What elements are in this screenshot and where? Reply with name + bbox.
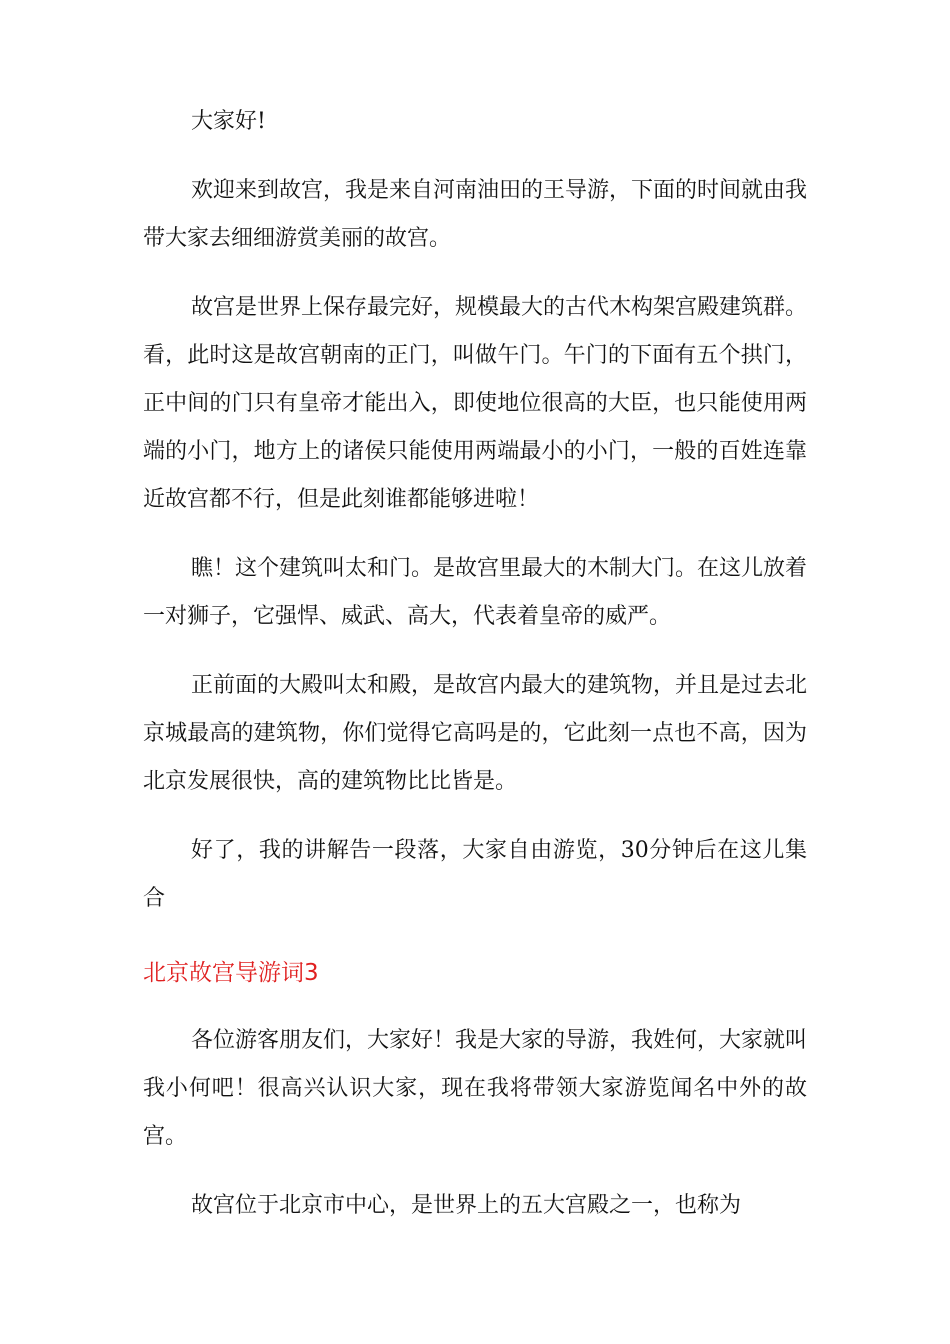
paragraph-closing: 好了，我的讲解告一段落，大家自由游览，30分钟后在这儿集合 [143,838,807,911]
paragraph-taihe-hall: 正前面的大殿叫太和殿，是故宫内最大的建筑物，并且是过去北京城最高的建筑物，你们觉得它高吗是的，它此刻一点也不高，因为北京发展很快，高的建筑物比比皆是。 [143,673,808,794]
paragraph-greeting: 大家好! [191,109,266,134]
paragraph-palace-intro: 故宫是世界上保存最完好，规模最大的古代木构架宫殿建筑群。看，此时这是故宫朝南的正门，叫做午门。午门的下面有五个拱门，正中间的门只有皇帝才能出入，即使地位很高的大臣，也只能使用两端的小门，地方上的诸侯只能使用两端最小的小门，一般的百姓连靠近故宫都不行，但是此刻谁都能够进啦！ [143,295,808,512]
section-heading: 北京故宫导游词3 [143,960,319,986]
paragraph-guide-intro: 各位游客朋友们，大家好！我是大家的导游，我姓何，大家就叫我小何吧！很高兴认识大家，现在我将带领大家游览闻名中外的故宫。 [143,1028,808,1149]
paragraph-welcome: 欢迎来到故宫，我是来自河南油田的王导游，下面的时间就由我带大家去细细游赏美丽的故宫。 [143,178,808,251]
paragraph-palace-location: 故宫位于北京市中心，是世界上的五大宫殿之一，也称为 [191,1193,742,1218]
document-body [143,98,807,1251]
paragraph-taihe-gate: 瞧！这个建筑叫太和门。是故宫里最大的木制大门。在这儿放着一对狮子，它强悍、威武、高大，代表着皇帝的威严。 [143,556,808,629]
